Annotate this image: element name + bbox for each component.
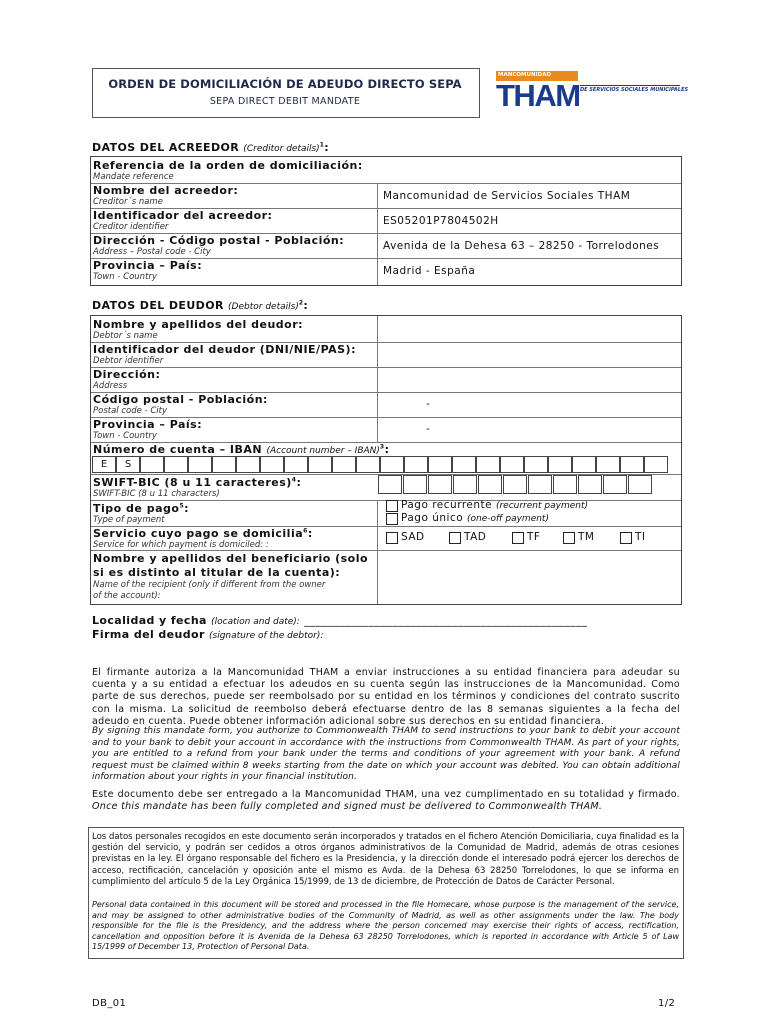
iban-cell[interactable] (572, 456, 596, 473)
iban-label-en: (Account number – IBAN) (266, 446, 380, 456)
place-date-label: Localidad y fecha (92, 614, 207, 627)
delivery-text-es: Este documento debe ser entregado a la Mancomunidad THAM, una vez cumplimentado en su totalidad y firmado. (92, 789, 680, 800)
place-date-line (92, 614, 587, 627)
iban-cell[interactable] (260, 456, 284, 473)
iban-cell[interactable] (500, 456, 524, 473)
service-label-text: Servicio cuyo pago se domicilia (93, 527, 304, 540)
debtor-name-label: Nombre y apellidos del deudor: (93, 318, 304, 331)
service-label: Servicio cuyo pago se domicilia$^6$: (93, 527, 313, 540)
signature-line (92, 628, 323, 641)
creditor-heading-en: (Creditor details) (243, 144, 320, 154)
debtor-postal-label: Código postal - Población: (93, 393, 268, 406)
iban-cell[interactable] (332, 456, 356, 473)
debtor-name-sub: Debtor´s name (93, 331, 158, 341)
creditor-table (90, 156, 682, 286)
debtor-heading-text: DATOS DEL DEUDOR (92, 299, 224, 312)
row-divider (91, 550, 681, 551)
recurrent-payment-label (401, 499, 588, 511)
bic-label: SWIFT-BIC (8 u 11 caracteres)$^4$: (93, 476, 302, 489)
debtor-postal-value: - (426, 398, 431, 410)
service-sub: Service for which payment is domiciled: : (93, 540, 269, 550)
tham-logo (496, 71, 689, 115)
creditor-province-label: Provincia – País: (93, 259, 203, 272)
signature-en: (signature of the debtor): (209, 631, 324, 641)
service-checkbox-ti[interactable] (620, 532, 632, 544)
place-date-en: (location and date): (211, 617, 300, 627)
iban-cell[interactable] (524, 456, 548, 473)
bic-cell[interactable] (478, 475, 502, 494)
iban-label-text: Número de cuenta – IBAN (93, 443, 263, 456)
iban-cell[interactable] (188, 456, 212, 473)
page-number: 1/2 (658, 998, 676, 1009)
iban-cell[interactable] (236, 456, 260, 473)
title-box (92, 68, 480, 118)
column-divider (377, 316, 378, 442)
iban-cell[interactable] (212, 456, 236, 473)
iban-cell[interactable] (404, 456, 428, 473)
bic-sub: SWIFT-BIC (8 u 11 characters) (93, 489, 220, 499)
bic-cell[interactable] (553, 475, 577, 494)
service-label-tad: TAD (464, 531, 487, 543)
delivery-text-en: Once this mandate has been fully completed and signed must be delivered to Commonwealth THAM. (92, 801, 603, 813)
beneficiary-label-2: si es distinto al titular de la cuenta): (93, 566, 341, 579)
service-checkbox-tad[interactable] (449, 532, 461, 544)
iban-cell[interactable] (356, 456, 380, 473)
bic-note: 4 (291, 476, 297, 484)
payment-type-label-text: Tipo de pago (93, 502, 180, 515)
bic-cell[interactable] (603, 475, 627, 494)
column-divider (377, 500, 378, 604)
form-title: ORDEN DE DOMICILIACIÓN DE ADEUDO DIRECTO SEPA (108, 77, 462, 91)
oneoff-payment-text: Pago único (401, 512, 464, 524)
logo-top-text: MANCOMUNIDAD (498, 72, 552, 78)
creditor-name-label: Nombre del acreedor: (93, 184, 239, 197)
recurrent-payment-checkbox[interactable] (386, 500, 398, 512)
service-label-ti: TI (635, 531, 646, 543)
service-label-sad: SAD (401, 531, 425, 543)
delivery-text (92, 789, 680, 813)
service-label-tf: TF (527, 531, 541, 543)
creditor-note: 1 (319, 141, 325, 149)
debtor-postal-sub: Postal code - City (93, 406, 167, 416)
payment-type-sub: Type of payment (93, 515, 165, 525)
bic-cell[interactable] (628, 475, 652, 494)
beneficiary-sub-1: Name of the recipient (only if different from the owner (93, 580, 326, 590)
iban-cell[interactable] (140, 456, 164, 473)
column-divider (377, 183, 378, 285)
logo-line (580, 85, 680, 86)
logo-main-text: THAM (496, 78, 580, 113)
recurrent-payment-text: Pago recurrente (401, 499, 493, 511)
oneoff-payment-label (401, 512, 549, 524)
iban-cell[interactable]: S (116, 456, 140, 473)
beneficiary-label-1: Nombre y apellidos del beneficiario (solo (93, 552, 369, 565)
bic-label-text: SWIFT-BIC (8 u 11 caracteres) (93, 476, 292, 489)
bic-cell[interactable] (403, 475, 427, 494)
bic-cell[interactable] (528, 475, 552, 494)
creditor-name-sub: Creditor´s name (93, 197, 163, 207)
iban-cell[interactable] (476, 456, 500, 473)
form-code: DB_01 (92, 998, 127, 1009)
iban-cell[interactable] (380, 456, 404, 473)
iban-cell[interactable] (548, 456, 572, 473)
creditor-heading: DATOS DEL ACREEDOR (Creditor details)$^1$: (92, 141, 330, 154)
service-checkbox-tf[interactable] (512, 532, 524, 544)
mandate-ref-sub: Mandate reference (93, 172, 174, 182)
creditor-id-value: ES05201P7804502H (383, 215, 499, 227)
service-note: 6 (303, 527, 308, 535)
service-checkbox-sad[interactable] (386, 532, 398, 544)
privacy-text-es: Los datos personales recogidos en este documento serán incorporados y tratados en el fichero Atención Domiciliaria, cuya finalidad es la gestión del servicio, y podrán ser cedidos a otros órganos administrativos de la Comunidad de Madrid, además de otras cesiones previstas en la ley. El órgano responsable del fichero es la Presidencia, y la dirección donde el interesado podrá ejercer los derechos de acceso, rectificación, cancelación y oposición ante el mismo es Avda. de la Dehesa 63 28250 Torrelodones, lo que se informa en cumplimiento del artículo 5 de la Ley Orgánica 15/1999, de 13 de diciembre, de Protección de Datos de Carácter Personal. (92, 832, 679, 887)
debtor-note: 2 (298, 299, 304, 307)
iban-cell[interactable] (596, 456, 620, 473)
iban-cell[interactable] (284, 456, 308, 473)
iban-cell[interactable] (452, 456, 476, 473)
iban-label: Número de cuenta – IBAN (Account number – IBAN)$^3$: (93, 443, 390, 456)
debtor-id-label: Identificador del deudor (DNI/NIE/PAS): (93, 343, 356, 356)
creditor-address-value: Avenida de la Dehesa 63 – 28250 - Torrelodones (383, 240, 660, 252)
oneoff-payment-checkbox[interactable] (386, 513, 398, 525)
bic-cell[interactable] (428, 475, 452, 494)
bic-cell[interactable] (453, 475, 477, 494)
debtor-address-label: Dirección: (93, 368, 161, 381)
creditor-heading-text: DATOS DEL ACREEDOR (92, 141, 240, 154)
debtor-heading: DATOS DEL DEUDOR (Debtor details)$^2$: (92, 299, 309, 312)
service-label-tm: TM (578, 531, 595, 543)
creditor-address-label: Dirección - Código postal - Población: (93, 234, 345, 247)
iban-cell[interactable] (164, 456, 188, 473)
iban-cell[interactable] (428, 456, 452, 473)
iban-cell[interactable] (644, 456, 668, 473)
debtor-province-label: Provincia – País: (93, 418, 203, 431)
privacy-text-en: Personal data contained in this document will be stored and processed in the file Homecare, whose purpose is the management of the service, and may be assigned to other administrative bodies of the Community of Madrid, as well as other assignments under the law. The body responsible for the file is the Presidency, and the address where the person concerned may exercise their rights of access, rectification, cancellation and opposition before it is Avenida de la Dehesa 63 28250 Torrelodones, which is reported in accordance with Article 5 of Law 15/1999 of December 13, Protection of Personal Data. (92, 900, 679, 952)
signature-label: Firma del deudor (92, 628, 205, 641)
place-date-input[interactable]: ________________________________________________ (304, 614, 588, 627)
creditor-name-value: Mancomunidad de Servicios Sociales THAM (383, 190, 631, 202)
debtor-province-sub: Town - Country (93, 431, 157, 441)
creditor-province-sub: Town - Country (93, 272, 157, 282)
iban-cell[interactable] (620, 456, 644, 473)
iban-note: 3 (379, 443, 385, 451)
debtor-heading-en: (Debtor details) (228, 302, 299, 312)
debtor-province-value: - (426, 423, 431, 435)
form-subtitle: SEPA DIRECT DEBIT MANDATE (209, 96, 361, 107)
row-divider (91, 367, 681, 368)
bic-cell[interactable] (578, 475, 602, 494)
logo-side-text: DE SERVICIOS SOCIALES MUNICIPALES (580, 87, 689, 93)
mandate-ref-label: Referencia de la orden de domiciliación: (93, 159, 363, 172)
authorization-text-es: El firmante autoriza a la Mancomunidad THAM a enviar instrucciones a su entidad financiera para adeudar su cuenta y a su entidad a efectuar los adeudos en su cuenta según las instrucciones de la Mancomunidad. Como parte de sus derechos, puede ser reembolsado por su entidad en los términos y condiciones del contrato suscrito con la misma. La solicitud de reembolso deberá efectuarse dentro de las 8 semanas siguientes a la fecha del adeudo en cuenta. Puede obtener información adicional sobre sus derechos en su entidad financiera. (92, 667, 680, 727)
creditor-id-sub: Creditor identifier (93, 222, 169, 232)
payment-type-note: 5 (179, 502, 185, 510)
bic-cell[interactable] (503, 475, 527, 494)
creditor-address-sub: Address – Postal code - City (93, 247, 211, 257)
payment-type-label: Tipo de pago$^5$: (93, 502, 190, 515)
service-checkbox-tm[interactable] (563, 532, 575, 544)
creditor-province-value: Madrid - España (383, 265, 476, 277)
creditor-id-label: Identificador del acreedor: (93, 209, 273, 222)
iban-cell[interactable]: E (92, 456, 116, 473)
debtor-id-sub: Debtor identifier (93, 356, 164, 366)
recurrent-payment-en: (recurrent payment) (495, 501, 588, 511)
bic-cell[interactable] (378, 475, 402, 494)
debtor-address-sub: Address (93, 381, 128, 391)
authorization-text-en: By signing this mandate form, you authorize to Commonwealth THAM to send instructions to your bank to debit your account and to your bank to debit your account in accordance with the instructions from Commonwealth THAM. As part of your rights, you are entitled to a refund from your bank under the terms and conditions of your agreement with your bank. A refund request must be claimed within 8 weeks starting from the date on which your account was debited. You can obtain additional information about your rights in your financial institution. (92, 726, 680, 783)
beneficiary-sub-2: of the account): (93, 591, 161, 601)
oneoff-payment-en: (one-off payment) (467, 514, 549, 524)
iban-cell[interactable] (308, 456, 332, 473)
